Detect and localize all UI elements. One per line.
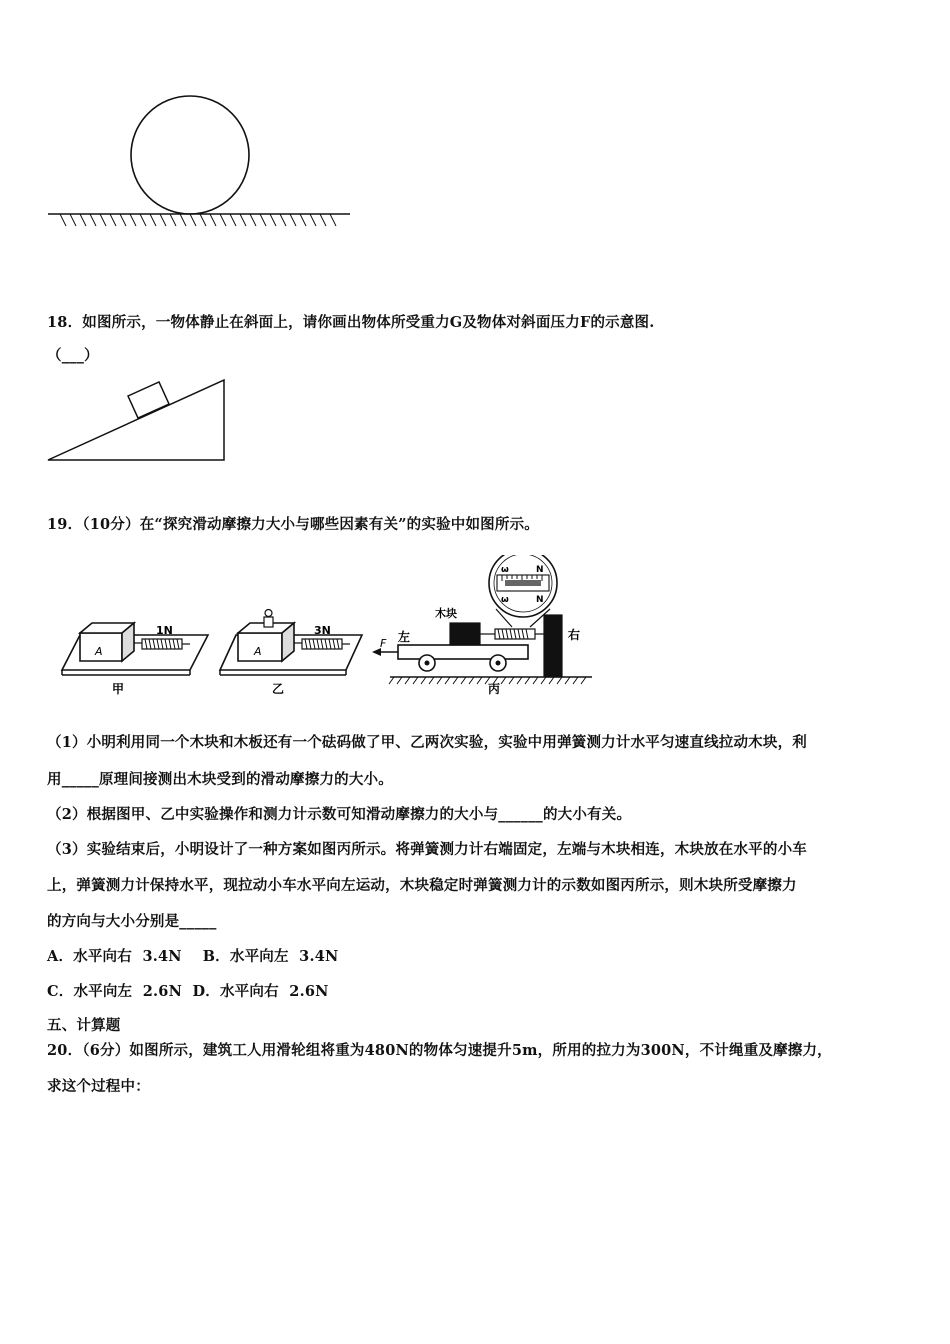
- friction-experiment-figure: [50, 555, 600, 703]
- circle-on-ground-figure: [40, 90, 360, 240]
- svg-text:木块: 木块: [435, 607, 457, 620]
- ground-hatching: [60, 214, 336, 226]
- q19-title: 19．（10分）在“探究滑动摩擦力大小与哪些因素有关”的实验中如图所示。: [47, 516, 539, 533]
- svg-text:乙: 乙: [272, 682, 285, 696]
- svg-text:ω: ω: [501, 595, 509, 605]
- q19-part3-line2: 上，弹簧测力计保持水平，现拉动小车水平向左运动，木块稳定时弹簧测力计的示数如图丙所示，则木块所受摩擦力: [47, 877, 797, 894]
- q19-part1-line2: 用_____原理间接测出木块受到的滑动摩擦力的大小。: [47, 771, 393, 788]
- q19-part3-line1: （3）实验结束后，小明设计了一种方案如图丙所示。将弹簧测力计右端固定，左端与木块相连，木块放在水平的小车: [47, 841, 807, 858]
- block-on-incline: [128, 382, 169, 418]
- svg-text:ω: ω: [501, 565, 509, 575]
- q20-line2: 求这个过程中：: [47, 1078, 150, 1095]
- q19-part1-line1: （1）小明利用同一个木块和木板还有一个砝码做了甲、乙两次实验，实验中用弹簧测力计水平匀速直线拉动木块，利: [47, 734, 807, 751]
- svg-text:甲: 甲: [112, 682, 125, 696]
- svg-text:丙: 丙: [488, 682, 501, 696]
- svg-text:N: N: [536, 595, 544, 605]
- q20-line1: 20．（6分）如图所示，建筑工人用滑轮组将重为480N的物体匀速提升5m，所用的拉力为300N，不计绳重及摩擦力，: [47, 1042, 832, 1059]
- setup-jia: [62, 623, 208, 696]
- q19-options-cd: C．水平向左 2.6N D．水平向右 2.6N: [47, 983, 329, 1000]
- q19-part2: （2）根据图甲、乙中实验操作和测力计示数可知滑动摩擦力的大小与______的大小有关。: [47, 806, 632, 823]
- q18-text: 18．如图所示，一物体静止在斜面上，请你画出物体所受重力G及物体对斜面压力F的示意图.: [47, 314, 655, 331]
- svg-text:3N: 3N: [314, 624, 331, 637]
- incline-figure: [40, 372, 240, 467]
- setup-bing: [372, 555, 592, 696]
- svg-text:A: A: [254, 645, 262, 658]
- svg-text:左: 左: [398, 630, 411, 644]
- ball-circle: [131, 96, 249, 214]
- q19-part3-line3: 的方向与大小分别是_____: [47, 913, 217, 930]
- q18-answer-blank: （___）: [47, 347, 99, 364]
- svg-text:A: A: [95, 645, 103, 658]
- svg-text:F: F: [380, 637, 387, 650]
- section-five-heading: 五、计算题: [47, 1017, 121, 1034]
- setup-yi: [220, 610, 362, 697]
- svg-text:1N: 1N: [156, 624, 173, 637]
- q19-options-ab: A．水平向右 3.4N B．水平向左 3.4N: [47, 948, 339, 965]
- svg-text:右: 右: [568, 628, 581, 642]
- svg-text:N: N: [536, 565, 544, 575]
